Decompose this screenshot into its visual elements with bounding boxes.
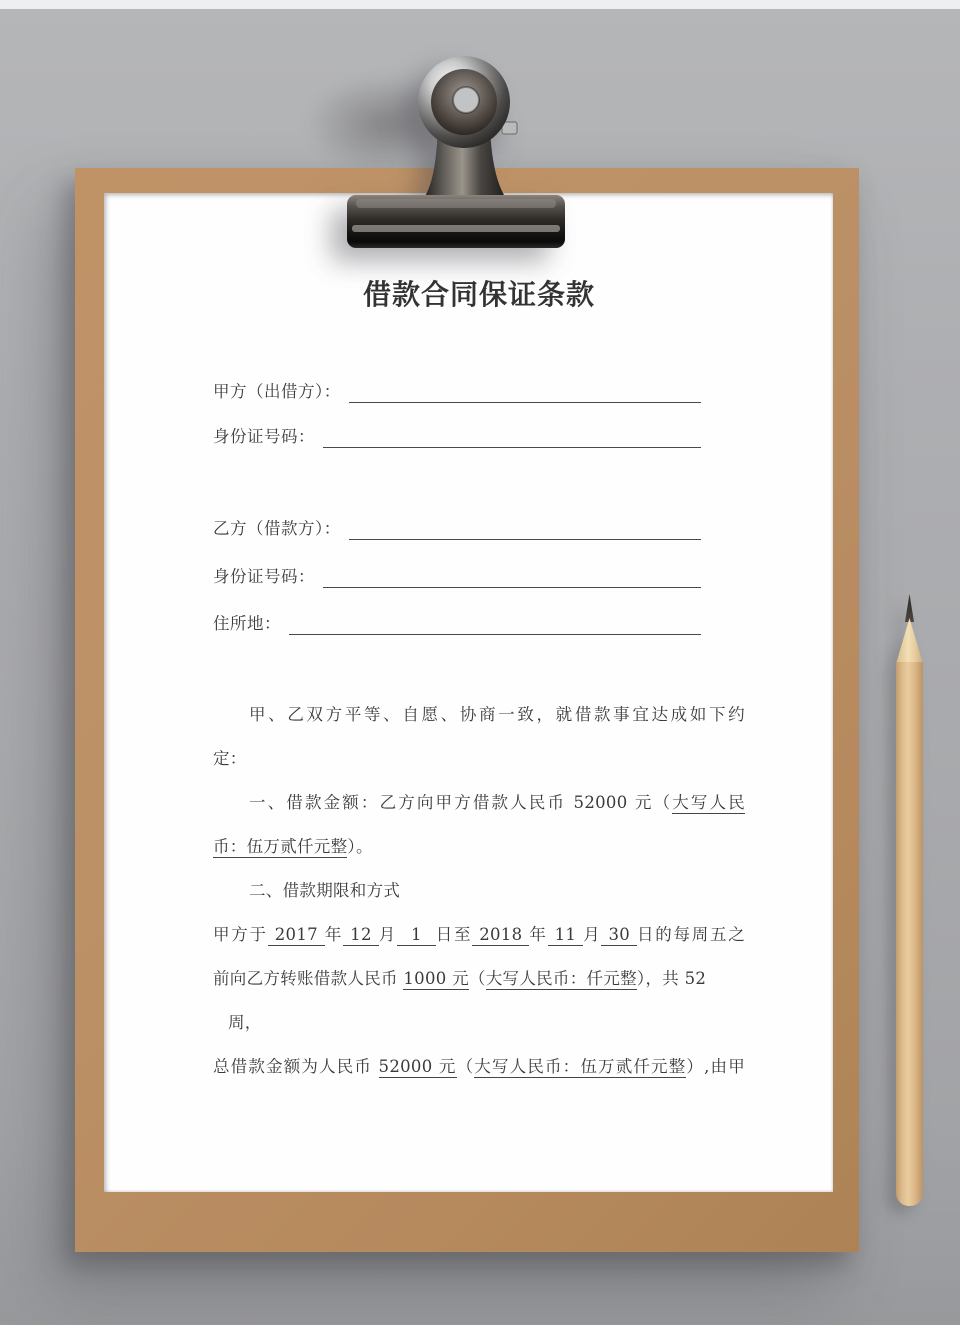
end-day: 30 <box>601 925 638 944</box>
transfer-suffix: ），共 52 <box>636 969 707 988</box>
week-line: 周， <box>228 1013 262 1032</box>
transfer-line <box>213 957 745 1001</box>
amount-text: 一、借款金额：乙方向甲方借款人民币 52000 元（ <box>249 793 673 812</box>
document-title: 借款合同保证条款 <box>362 278 595 311</box>
clip-clamp-highlight <box>352 225 560 232</box>
weekly-amount-caps: 大写人民币：仟元整 <box>485 969 637 988</box>
end-year: 2018 <box>472 925 530 944</box>
field-label-party-b: 乙方（借款方）： <box>213 519 341 538</box>
contract-body <box>213 693 745 1089</box>
intro-line-2: 定： <box>213 749 247 768</box>
transfer-text: 前向乙方转账借款人民币 <box>213 969 404 988</box>
transfer-paren: （ <box>468 969 486 988</box>
pencil-body <box>896 662 923 1206</box>
total-line <box>213 1045 745 1089</box>
clipboard-board <box>75 168 859 1252</box>
pencil-lead <box>905 594 914 622</box>
year-char: 年 <box>324 925 344 944</box>
binder-clip-icon <box>330 38 580 260</box>
total-amount-caps: 大写人民币：伍万贰仟元整 <box>474 1057 687 1076</box>
term-heading: 二、借款期限和方式 <box>249 881 401 900</box>
field-label-id-a: 身份证号码： <box>213 427 315 446</box>
blank-line-id-b <box>323 569 701 588</box>
field-address <box>213 609 701 639</box>
total-suffix: ）,由甲 <box>686 1057 745 1076</box>
field-party-a <box>213 377 701 407</box>
amount-caps-end: 币：伍万贰仟元整 <box>213 837 348 856</box>
pencil-icon <box>896 594 923 1206</box>
total-text: 总借款金额为人民币 <box>213 1057 379 1076</box>
contract-page <box>104 193 833 1192</box>
year-char-2: 年 <box>529 925 548 944</box>
total-amount: 52000 元 <box>378 1057 457 1076</box>
blank-line-party-b <box>349 521 701 540</box>
amount-close: ）。 <box>347 837 373 856</box>
start-year: 2017 <box>267 925 325 944</box>
total-paren: （ <box>456 1057 475 1076</box>
field-party-b <box>213 514 701 544</box>
field-label-party-a: 甲方（出借方）： <box>213 382 341 401</box>
wall-light-strip <box>0 0 960 9</box>
start-day: 1 <box>396 925 436 944</box>
weekly-amount: 1000 元 <box>403 969 469 988</box>
amount-line-2 <box>213 825 745 869</box>
month-char-2: 月 <box>583 925 602 944</box>
clip-clamp-top-sheen <box>356 199 556 208</box>
field-id-a <box>213 422 701 452</box>
blank-line-address <box>289 616 701 635</box>
date-prefix: 甲方于 <box>213 925 268 944</box>
start-month: 12 <box>343 925 379 944</box>
field-label-address: 住所地： <box>213 614 281 633</box>
field-id-b <box>213 562 701 592</box>
amount-caps-start: 大写人民 <box>672 793 745 812</box>
intro-line-1: 甲、乙双方平等、自愿、协商一致，就借款事宜达成如下约 <box>249 705 745 724</box>
end-month: 11 <box>547 925 584 944</box>
date-line <box>213 913 745 957</box>
amount-line-1 <box>213 781 745 825</box>
field-label-id-b: 身份证号码： <box>213 567 315 586</box>
blank-line-id-a <box>323 429 701 448</box>
day-to-char: 日至 <box>435 925 473 944</box>
pencil-sharpened-wood <box>896 618 923 664</box>
blank-line-party-a <box>349 384 701 403</box>
date-suffix: 日的每周五之 <box>637 925 746 944</box>
month-char: 月 <box>378 925 397 944</box>
